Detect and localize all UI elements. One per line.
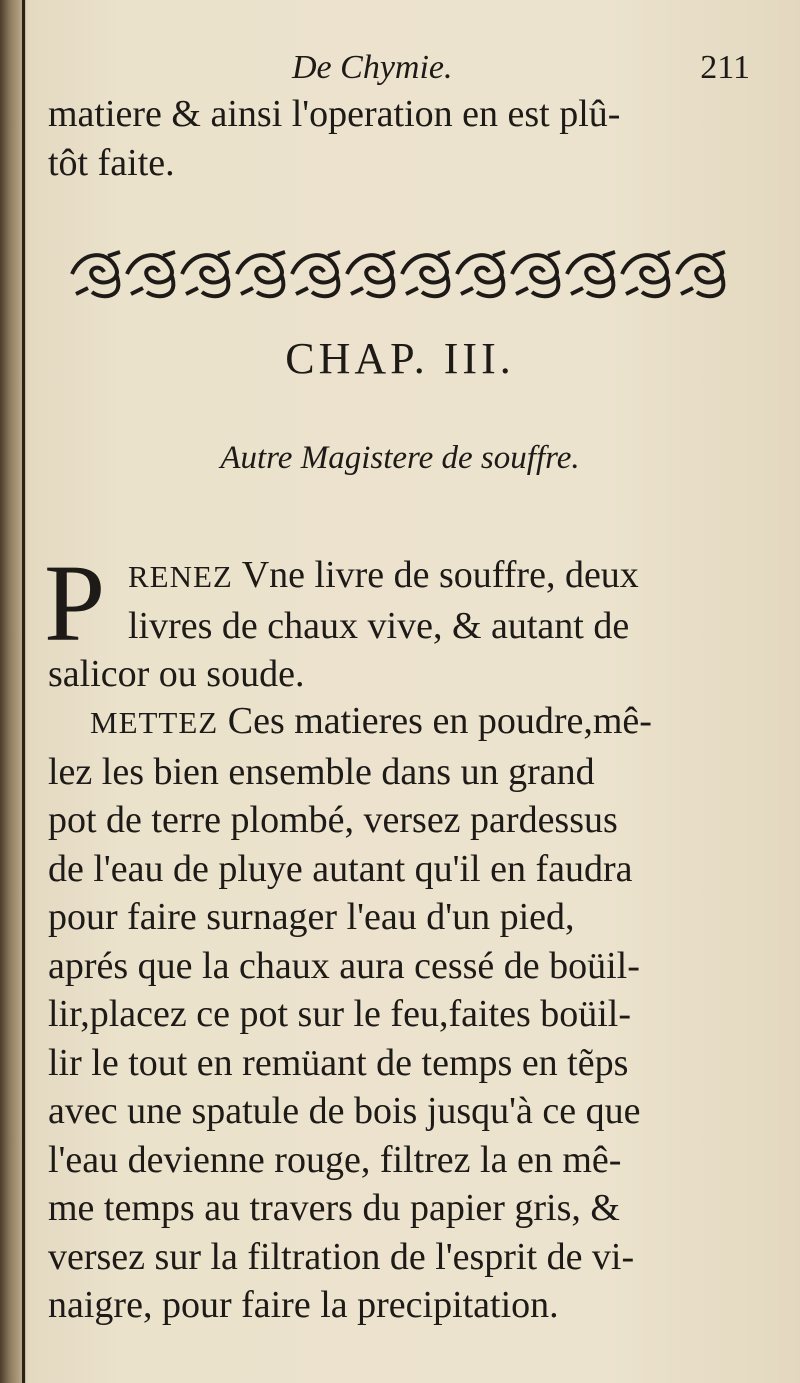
page-number: 211 [700,49,750,86]
drop-cap: P [44,542,106,664]
page-header [60,45,750,95]
text-line: pot de terre plombé, versez pardessus [48,799,618,841]
section-title: Autre Magistere de souffre. [220,440,580,476]
paragraph-1 [48,551,748,699]
text-line: pour faire surnager l'eau d'un pied, [48,896,575,938]
text-line: versez sur la filtration de l'esprit de vi- [48,1235,635,1278]
lead-word: RENEZ [128,559,233,594]
chapter-title: CHAP. III. [285,334,515,383]
intro-text [48,90,748,187]
text-line: l'eau devienne rouge, filtrez la en mê- [48,1138,622,1181]
text-line: tôt faite. [48,141,175,184]
text-line: lir,placez ce pot sur le feu,faites boüil- [48,993,632,1035]
text-line: lez les bien ensemble dans un grand [48,750,595,793]
text-line: aprés que la chaux aura cessé de boüil- [48,944,640,987]
lead-word: METTEZ [90,705,219,740]
text-line [48,697,748,748]
text-line: de l'eau de pluye autant qu'il en faudra [48,847,633,890]
text-line: naigre, pour faire la precipitation. [48,1284,559,1326]
running-head: De Chymie. [292,49,453,86]
text-line: me temps au travers du papier gris, & [48,1187,620,1229]
text-line: matiere & ainsi l'operation en est plû- [48,93,621,135]
text-line-content: Vne livre de souffre, deux [241,554,639,596]
text-line: salicor ou soude. [48,653,305,695]
page-edge-line [22,0,25,1383]
text-line: livres de chaux vive, & autant de [128,604,630,647]
text-line: lir le tout en remüant de temps en tẽps [48,1041,629,1084]
text-line [48,551,748,602]
text-line-content: Ces matieres en poudre,mê- [227,700,652,742]
decorative-ornament-band [68,244,732,304]
paragraph-2 [48,697,748,1330]
text-line: avec une spatule de bois jusqu'à ce que [48,1090,641,1132]
